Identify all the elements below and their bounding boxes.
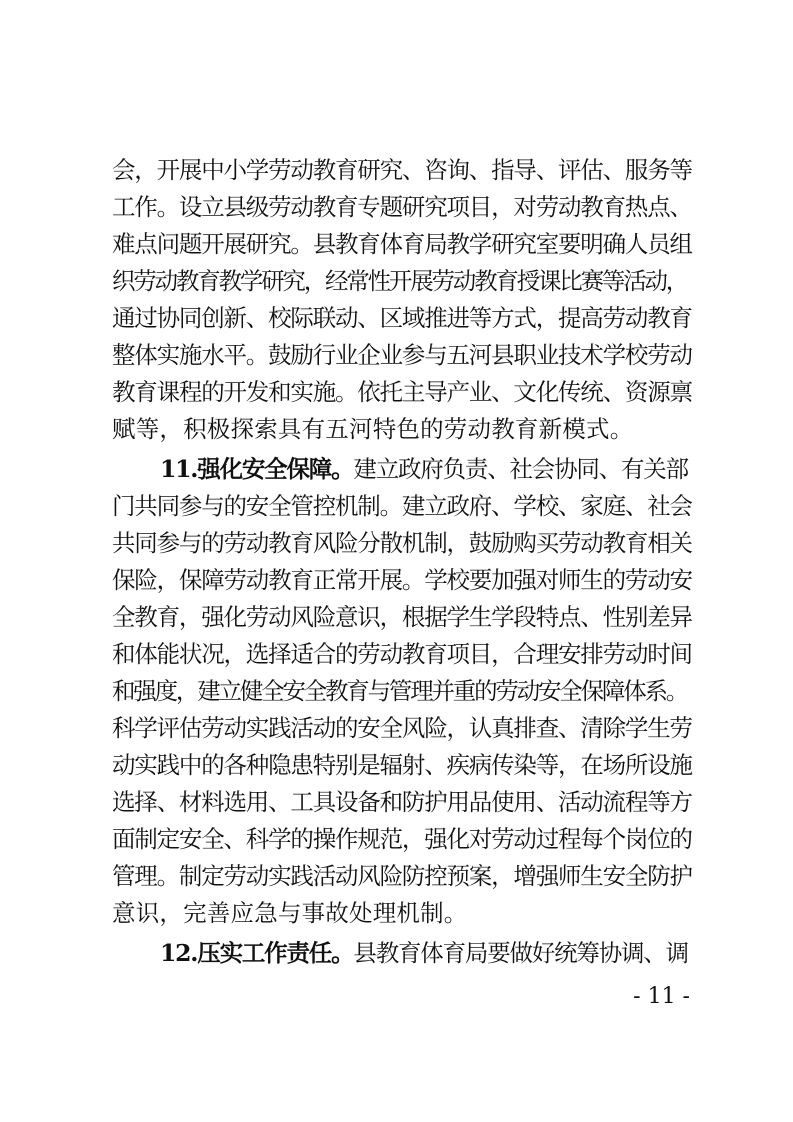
text-line: 面制定安全、科学的操作规范，强化对劳动过程每个岗位的 <box>112 825 692 853</box>
text-span: 建立政府负责、社会协同、有关部 <box>353 455 688 483</box>
text-line: 选择、材料选用、工具设备和防护用品使用、活动流程等方 <box>112 788 692 816</box>
text-line: 动实践中的各种隐患特别是辐射、疾病传染等，在场所设施 <box>112 751 692 779</box>
text-line: 和体能状况，选择适合的劳动教育项目，合理安排劳动时间 <box>112 640 692 668</box>
text-line: 保险，保障劳动教育正常开展。学校要加强对师生的劳动安 <box>112 566 692 594</box>
text-line: 难点问题开展研究。县教育体育局教学研究室要明确人员组 <box>112 230 692 258</box>
text-line: 管理。制定劳动实践活动风险防控预案，增强师生安全防护 <box>112 862 692 890</box>
text-line: 和强度，建立健全安全教育与管理并重的劳动安全保障体系。 <box>112 677 688 705</box>
page-number: - 11 - <box>633 984 690 1009</box>
text-line: 共同参与的劳动教育风险分散机制，鼓励购买劳动教育相关 <box>112 529 692 557</box>
text-line: 科学评估劳动实践活动的安全风险，认真排查、清除学生劳 <box>112 714 692 742</box>
section-11-first-line <box>160 451 692 487</box>
text-line: 教育课程的开发和实施。依托主导产业、文化传统、资源禀 <box>112 378 692 406</box>
text-line: 赋等，积极探索具有五河特色的劳动教育新模式。 <box>112 415 634 443</box>
text-line: 整体实施水平。鼓励行业企业参与五河县职业技术学校劳动 <box>112 341 692 369</box>
text-line: 门共同参与的安全管控机制。建立政府、学校、家庭、社会 <box>112 492 692 520</box>
text-line: 织劳动教育教学研究，经常性开展劳动教育授课比赛等活动， <box>112 267 688 295</box>
text-span: 县教育体育局要做好统筹协调、调 <box>353 939 688 967</box>
text-line: 通过协同创新、校际联动、区域推进等方式，提高劳动教育 <box>112 304 692 332</box>
text-line: 会，开展中小学劳动教育研究、咨询、指导、评估、服务等 <box>112 156 692 184</box>
section-12-heading: 12.压实工作责任。 <box>160 939 354 967</box>
section-11-heading: 11.强化安全保障。 <box>160 455 354 483</box>
text-line: 工作。设立县级劳动教育专题研究项目，对劳动教育热点、 <box>112 193 692 221</box>
text-line: 全教育，强化劳动风险意识，根据学生学段特点、性别差异 <box>112 603 692 631</box>
section-12-first-line <box>160 935 692 971</box>
text-line: 意识，完善应急与事故处理机制。 <box>112 899 468 927</box>
